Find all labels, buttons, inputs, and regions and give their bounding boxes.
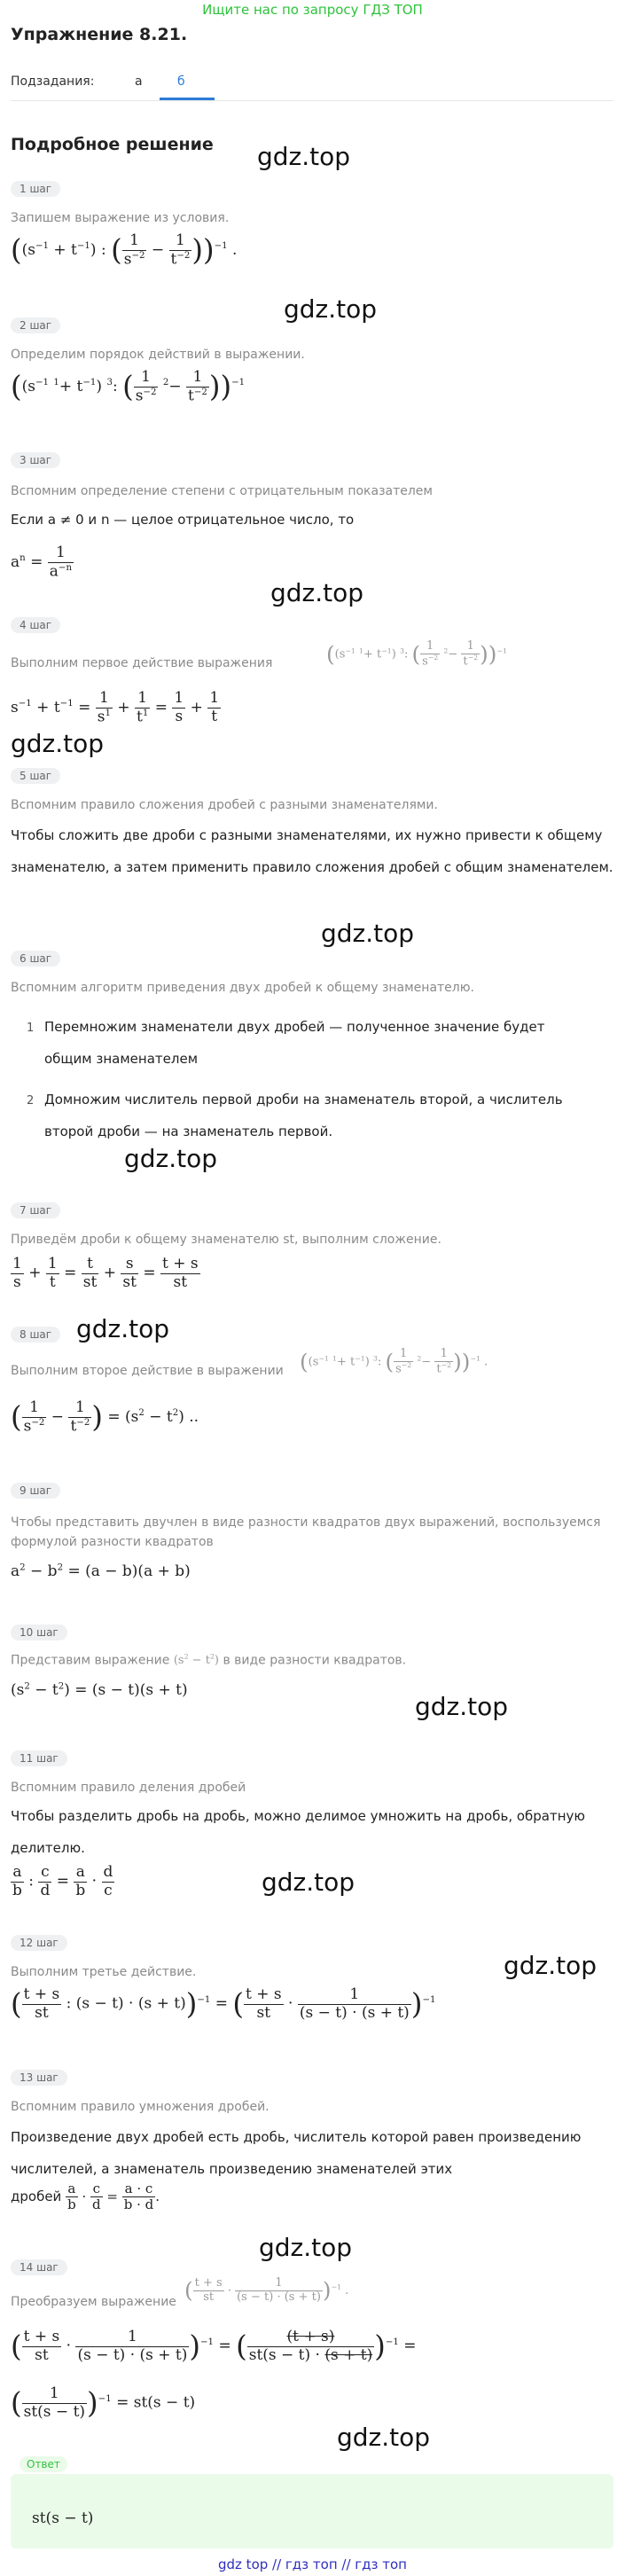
- step-label: 12 шаг: [11, 1935, 67, 1951]
- step-text: Выполним третье действие.: [11, 1965, 197, 1979]
- solution-heading: Подробное решение: [11, 135, 214, 154]
- page-title: Упражнение 8.21.: [11, 25, 188, 44]
- watermark: gdz.top: [284, 294, 378, 324]
- step-body: Чтобы сложить две дроби с разными знаменателями, их нужно привести к общему знаменателю, а затем применить правило сложения дробей с общим знаменателем.: [11, 827, 613, 875]
- active-tab-indicator: [160, 98, 215, 100]
- formula-multiplication: дробей $\frac{a}{b}$ · $\frac{c}{d}$ = $\frac{a \cdot c}{b \cdot d}$ .: [11, 2181, 160, 2213]
- step-text: Вспомним правило деления дробей: [11, 1781, 246, 1795]
- list-number: 2: [27, 1094, 35, 1108]
- formula-third-action: ( $\frac{t + s}{st}$ : (s − t) · (s + t))$^{-1}$ = ( $\frac{t + s}{st}$ · $\frac{1}{(s - t) \cdot (s + t)}$ )$^{-1}$: [11, 1985, 436, 2022]
- formula-transform: ( $\frac{t + s}{st}$ · $\frac{1}{(s - t) \cdot (s + t)}$ )$^{-1}$ = ( $\frac{(t + s)}{st(s - t) \cdot (s + t)}$ )$^{-1}$ =: [11, 2328, 417, 2364]
- formula-result: ( $\frac{1}{st(s - t)}$ )$^{-1}$ = st(s − t): [11, 2384, 196, 2421]
- list-item: Перемножим знаменатели двух дробей — полученное значение будет общим знаменателем: [44, 1019, 545, 1067]
- step-text: Выполним первое действие выражения: [11, 656, 273, 670]
- step-label: 10 шаг: [11, 1625, 67, 1640]
- watermark: gdz.top: [262, 1867, 355, 1897]
- subtasks-label: Подзадания:: [11, 74, 95, 89]
- tab-b[interactable]: б: [177, 74, 185, 89]
- footer-links[interactable]: gdz top // гдз топ // гдз топ: [218, 2556, 407, 2572]
- step-label: 6 шаг: [11, 951, 60, 967]
- step-text: Вспомним правило сложения дробей с разными знаменателями.: [11, 798, 438, 812]
- formula-inline-gray: (($s^{-1}$ $^1+ t^{-1}$) $^3$: ( $\frac{1}{s^{-2}}$ $^2$− $\frac{1}{t^{-2}}$ ))$^{-1}$ .: [300, 1347, 488, 1376]
- step-text-post: в виде разности квадратов.: [223, 1653, 407, 1668]
- tab-a[interactable]: а: [135, 74, 143, 89]
- step-text: Вспомним определение степени с отрицательным показателем: [11, 484, 433, 498]
- formula-condition: ($(s^{-1} + t^{-1})$ : ( $\frac{1}{s^{-2}}$ − $\frac{1}{t^{-2}}$ ))$^{-1}$ .: [11, 231, 238, 269]
- watermark: gdz.top: [76, 1314, 170, 1343]
- watermark: gdz.top: [270, 578, 364, 607]
- step-text: Вспомним правило умножения дробей.: [11, 2100, 270, 2114]
- watermark: gdz.top: [124, 1144, 218, 1173]
- step-label: 13 шаг: [11, 2070, 67, 2086]
- watermark: gdz.top: [321, 919, 415, 948]
- formula-inline-gray: (($s^{-1}$ $^1+ t^{-1}$) $^3$: ( $\frac{1}{s^{-2}}$ $^2$− $\frac{1}{t^{-2}}$ ))$^{-1}$: [326, 639, 507, 669]
- step-text: Запишем выражение из условия.: [11, 211, 230, 225]
- formula-inline-gray: ( $\frac{t + s}{st}$ · $\frac{1}{(s - t) \cdot (s + t)}$ )$^{-1}$ .: [184, 2276, 349, 2304]
- step-body: Чтобы разделить дробь на дробь, можно делимое умножить на дробь, обратную делителю.: [11, 1808, 586, 1856]
- list-number: 1: [27, 1022, 35, 1035]
- step-label: 14 шаг: [11, 2259, 67, 2275]
- step-label: 2 шаг: [11, 317, 60, 333]
- formula-common-denominator: $\frac{1}{s}$ + $\frac{1}{t}$ = $\frac{t}{st}$ + $\frac{s}{st}$ = $\frac{t + s}{st}$: [12, 1255, 199, 1291]
- watermark: gdz.top: [337, 2423, 431, 2452]
- step-label: 3 шаг: [11, 452, 60, 468]
- step-body: Если a ≠ 0 и n — целое отрицательное число, то: [11, 512, 355, 528]
- formula-second-action: ( $\frac{1}{s^{-2}}$ − $\frac{1}{t^{-2}}$ ) = $(s^2 - t^2)$ ..: [11, 1398, 199, 1436]
- step-label: 7 шаг: [11, 1202, 60, 1218]
- top-banner[interactable]: Ищите нас по запросу ГДЗ ТОП: [202, 2, 423, 18]
- answer-label: Ответ: [20, 2456, 67, 2472]
- watermark: gdz.top: [259, 2233, 353, 2262]
- step-text: Чтобы представить двучлен в виде разности квадратов двух выражений, воспользуемся формулой разности квадратов: [11, 1515, 601, 1549]
- list-item: Домножим числитель первой дроби на знаменатель второй, а числитель второй дроби — на знаменатель первой.: [44, 1092, 563, 1139]
- formula-first-action: $s^{-1} + t^{-1}$ = $\frac{1}{s^1}$ + $\frac{1}{t^1}$ = $\frac{1}{s}$ + $\frac{1}{t}$: [11, 689, 220, 726]
- step-text: Преобразуем выражение: [11, 2295, 176, 2309]
- watermark: gdz.top: [257, 142, 351, 171]
- answer-box: [11, 2474, 613, 2549]
- step-label: 9 шаг: [11, 1483, 60, 1499]
- step-text: Выполним второе действие в выражении: [11, 1364, 284, 1378]
- watermark: gdz.top: [11, 729, 105, 758]
- formula-order: (($s^{-1}$ $^1+ t^{-1}$) $^3$: ( $\frac{1}{s^{-2}}$ $^2$− $\frac{1}{t^{-2}}$ ))$^{-1}$: [11, 368, 246, 405]
- step-text-pre: Представим выражение: [11, 1653, 170, 1668]
- formula-negative-power: $a^n$ = $\frac{1}{a^{-n}}$: [11, 544, 73, 581]
- step-text: Приведём дроби к общему знаменателю st, выполним сложение.: [11, 1233, 441, 1247]
- step-label: 11 шаг: [11, 1750, 67, 1766]
- answer-value: st(s − t): [32, 2509, 94, 2527]
- step-label: 8 шаг: [11, 1327, 60, 1343]
- formula-difference-of-squares: $a^2 - b^2 = (a - b)(a + b)$: [11, 1562, 191, 1580]
- formula-factorization: $(s^2 - t^2) = (s - t)(s + t)$: [11, 1681, 188, 1699]
- inline-formula: $(s^2 - t^2)$: [173, 1653, 219, 1668]
- watermark: gdz.top: [415, 1692, 509, 1721]
- watermark: gdz.top: [504, 1951, 598, 1980]
- step-text: Определим порядок действий в выражении.: [11, 348, 305, 362]
- tabs-divider: [11, 100, 613, 101]
- step-label: 5 шаг: [11, 768, 60, 784]
- step-text: Вспомним алгоритм приведения двух дробей к общему знаменателю.: [11, 981, 474, 995]
- step-body: Произведение двух дробей есть дробь, числитель которой равен произведению числителей, а знаменатель произведению знаменателей этих: [11, 2129, 582, 2177]
- step-label: 1 шаг: [11, 181, 60, 197]
- step-text: [11, 1653, 406, 1667]
- formula-fraction-division: $\frac{a}{b}$ : $\frac{c}{d}$ = $\frac{a}{b}$ · $\frac{d}{c}$: [12, 1863, 113, 1899]
- step-label: 4 шаг: [11, 617, 60, 633]
- step-body-tail: дробей: [11, 2188, 62, 2204]
